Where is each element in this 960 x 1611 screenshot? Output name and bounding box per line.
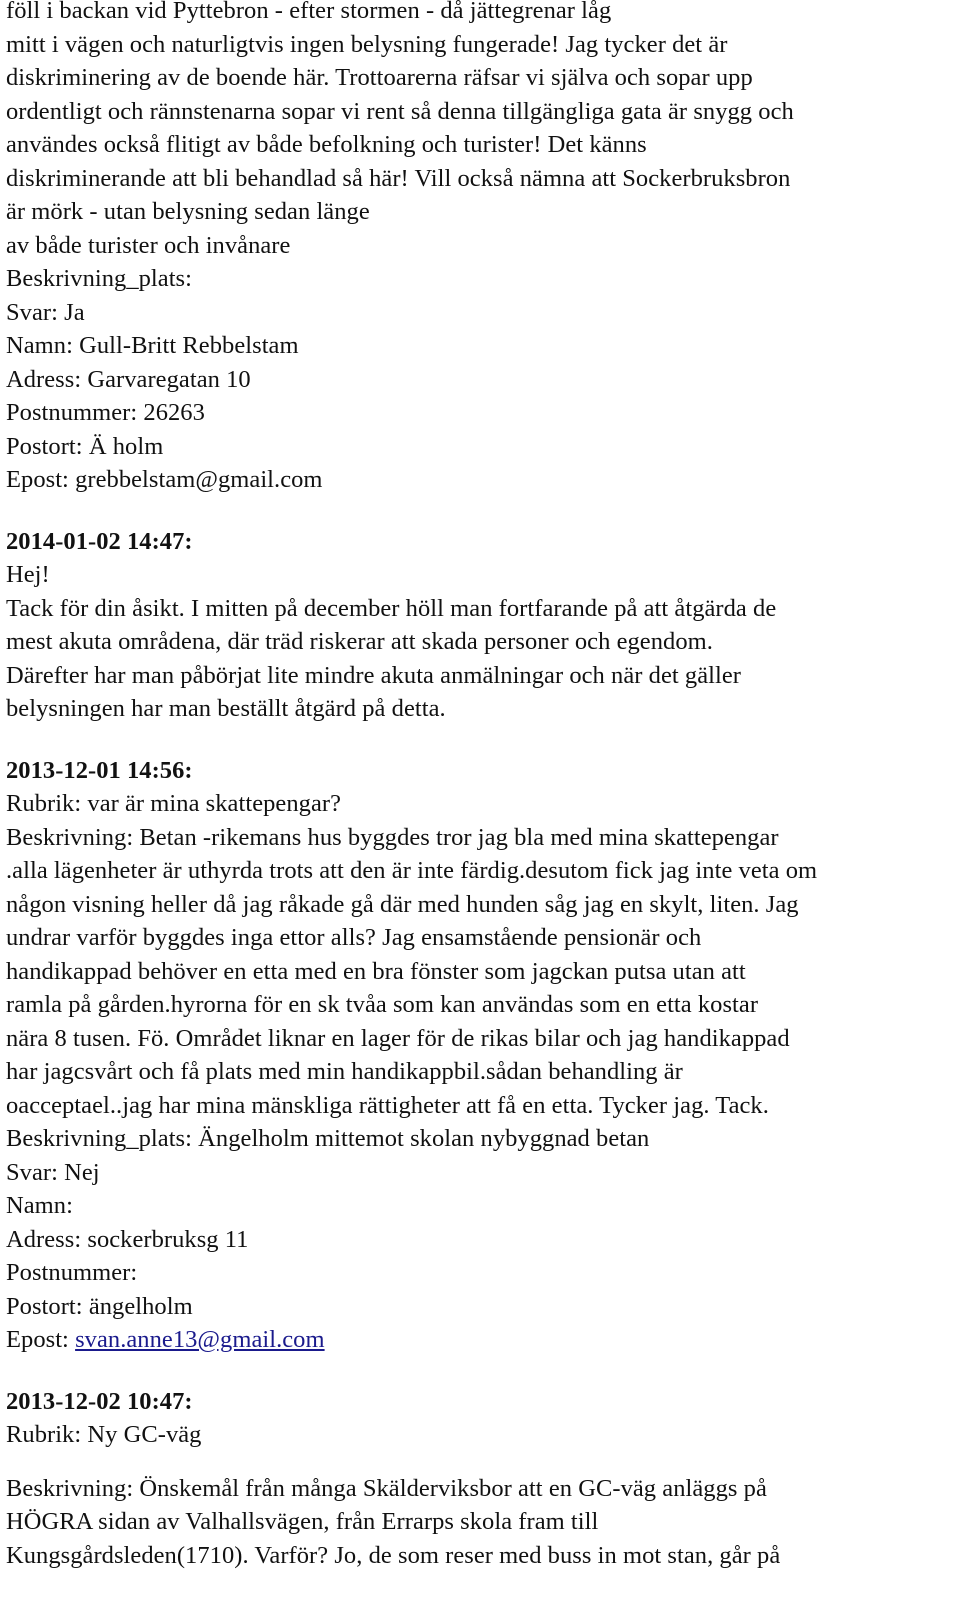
entry2-section [6, 754, 956, 1357]
epost-label: Epost: [6, 1326, 76, 1353]
intro-line: diskriminering av de boende här. Trottoarerna räfsar vi själva och sopar upp [6, 64, 753, 91]
reply-line: Därefter har man påbörjat lite mindre akuta anmälningar och när det gäller [6, 661, 741, 689]
entry2-line: Beskrivning_plats: Ängelholm mittemot skolan nybyggnad betan [6, 1125, 650, 1152]
reply-line: Tack för din åsikt. I mitten på december höll man fortfarande på att åtgärda de [6, 594, 777, 622]
entry3-line: Kungsgårdsleden(1710). Varför? Jo, de som reser med buss in mot stan, går på [6, 1541, 781, 1569]
reply-line: Hej! [6, 561, 50, 588]
entry3-rubrik: Rubrik: Ny GC-väg [6, 1421, 202, 1448]
entry2-epost [6, 1323, 956, 1357]
entry2-line: Rubrik: var är mina skattepengar? [6, 790, 341, 817]
entry3-line: HÖGRA sidan av Valhallsvägen, från Errarps skola fram till [6, 1508, 599, 1535]
reply-line: mest akuta områdena, där träd riskerar att skada personer och egendom. [6, 628, 713, 655]
intro-line: diskriminerande att bli behandlad så här! Vill också nämna att Sockerbruksbron [6, 164, 791, 192]
document [6, 0, 956, 1572]
entry2-line: nära 8 tusen. Fö. Området liknar en lager för de rikas bilar och jag handikappad [6, 1024, 790, 1052]
entry2-line: någon visning heller då jag råkade gå där med hunden såg jag en skylt, liten. Jag [6, 890, 799, 918]
entry2-line: Namn: [6, 1192, 73, 1219]
entry3-line: Beskrivning: Önskemål från många Skälderviksbor att en GC-väg anläggs på [6, 1474, 767, 1502]
intro-section [6, 0, 956, 497]
spacer [6, 1452, 956, 1472]
field-postnummer: Postnummer: 26263 [6, 399, 205, 426]
intro-line: av både turister och invånare [6, 231, 291, 259]
field-postort: Postort: Ä holm [6, 432, 164, 460]
entry2-line: Svar: Nej [6, 1158, 100, 1186]
intro-line: föll i backan vid Pyttebron - efter stormen - då jättegrenar låg [6, 0, 612, 24]
entry2-line: har jagcsvårt och få plats med min handikappbil.sådan behandling är [6, 1058, 683, 1085]
entry2-line: oacceptael..jag har mina mänskliga rättigheter att få en etta. Tycker jag. Tack. [6, 1091, 769, 1119]
intro-line: ordentligt och rännstenarna sopar vi rent så denna tillgängliga gata är snygg och [6, 97, 794, 125]
entry2-line: handikappad behöver en etta med en bra fönster som jagckan putsa utan att [6, 957, 746, 985]
entry2-line: Postort: ängelholm [6, 1292, 193, 1320]
intro-line: är mörk - utan belysning sedan länge [6, 198, 370, 225]
entry3-section [6, 1385, 956, 1573]
intro-line: användes också flitigt av både befolkning och turister! Det känns [6, 131, 647, 158]
intro-line: mitt i vägen och naturligtvis ingen belysning fungerade! Jag tycker det är [6, 30, 728, 58]
reply-line: belysningen har man beställt åtgärd på detta. [6, 695, 446, 722]
field-namn: Namn: Gull-Britt Rebbelstam [6, 332, 299, 359]
entry2-line: Beskrivning: Betan -rikemans hus byggdes tror jag bla med mina skattepengar [6, 823, 779, 851]
reply-section [6, 525, 956, 726]
field-svar: Svar: Ja [6, 298, 85, 326]
entry2-line: .alla lägenheter är uthyrda trots att den är inte färdig.desutom fick jag inte veta om [6, 857, 818, 884]
reply-heading: 2014-01-02 14:47: [6, 527, 193, 555]
field-beskrivning-plats: Beskrivning_plats: [6, 265, 193, 292]
entry3-heading: 2013-12-02 10:47: [6, 1387, 193, 1415]
spacer [6, 497, 956, 517]
field-adress: Adress: Garvaregatan 10 [6, 365, 251, 393]
entry2-line: undrar varför byggdes inga ettor alls? Jag ensamstående pensionär och [6, 924, 702, 951]
email-link[interactable]: svan.anne13@gmail.com [75, 1326, 325, 1353]
entry2-line: ramla på gården.hyrorna för en sk tvåa som kan användas som en etta kostar [6, 991, 759, 1018]
entry2-heading: 2013-12-01 14:56: [6, 756, 193, 784]
entry2-line: Adress: sockerbruksg 11 [6, 1225, 249, 1253]
entry2-line: Postnummer: [6, 1259, 138, 1286]
field-epost: Epost: grebbelstam@gmail.com [6, 466, 323, 493]
spacer [6, 1357, 956, 1377]
spacer [6, 726, 956, 746]
